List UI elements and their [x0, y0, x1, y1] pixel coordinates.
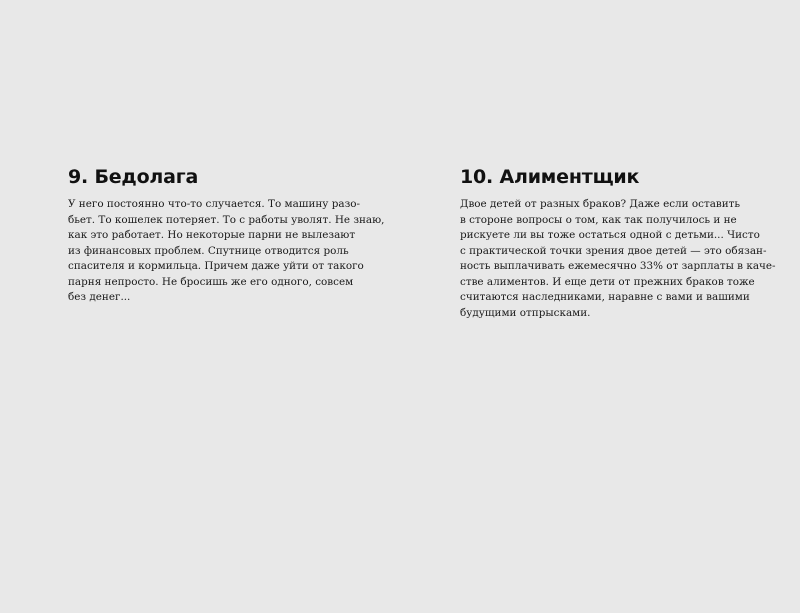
section-alimentshchik — [460, 163, 776, 321]
body-line: Двое детей от разных браков? Даже если оставить — [460, 198, 741, 210]
body-line: как это работает. Но некоторые парни не вылезают — [68, 229, 356, 241]
body-line: бьет. То кошелек потеряет. То с работы уволят. Не знаю, — [68, 213, 385, 226]
body-line: из финансовых проблем. Спутнице отводится роль — [68, 244, 349, 257]
body-line: стве алиментов. И еще дети от прежних браков тоже — [460, 275, 755, 288]
section-body — [68, 197, 385, 306]
section-body — [460, 197, 776, 321]
body-line: У него постоянно что-то случается. То машину разо- — [68, 198, 360, 210]
body-line: спасителя и кормильца. Причем даже уйти от такого — [68, 260, 364, 272]
body-line: рискуете ли вы тоже остаться одной с детьми... Чисто — [460, 229, 760, 241]
body-line: ность выплачивать ежемесячно 33% от зарплаты в каче- — [460, 260, 776, 272]
body-line: в стороне вопросы о том, как так получилось и не — [460, 213, 737, 226]
body-line: будущими отпрысками. — [460, 306, 591, 319]
body-line: без денег... — [68, 291, 131, 303]
section-heading: 9. Бедолага — [68, 166, 199, 188]
section-bedolaga — [68, 163, 385, 306]
body-line: считаются наследниками, наравне с вами и вашими — [460, 291, 750, 303]
body-line: с практической точки зрения двое детей — это обязан- — [460, 244, 767, 257]
section-heading: 10. Алиментщик — [460, 166, 640, 188]
body-line: парня непросто. Не бросишь же его одного, совсем — [68, 275, 354, 288]
